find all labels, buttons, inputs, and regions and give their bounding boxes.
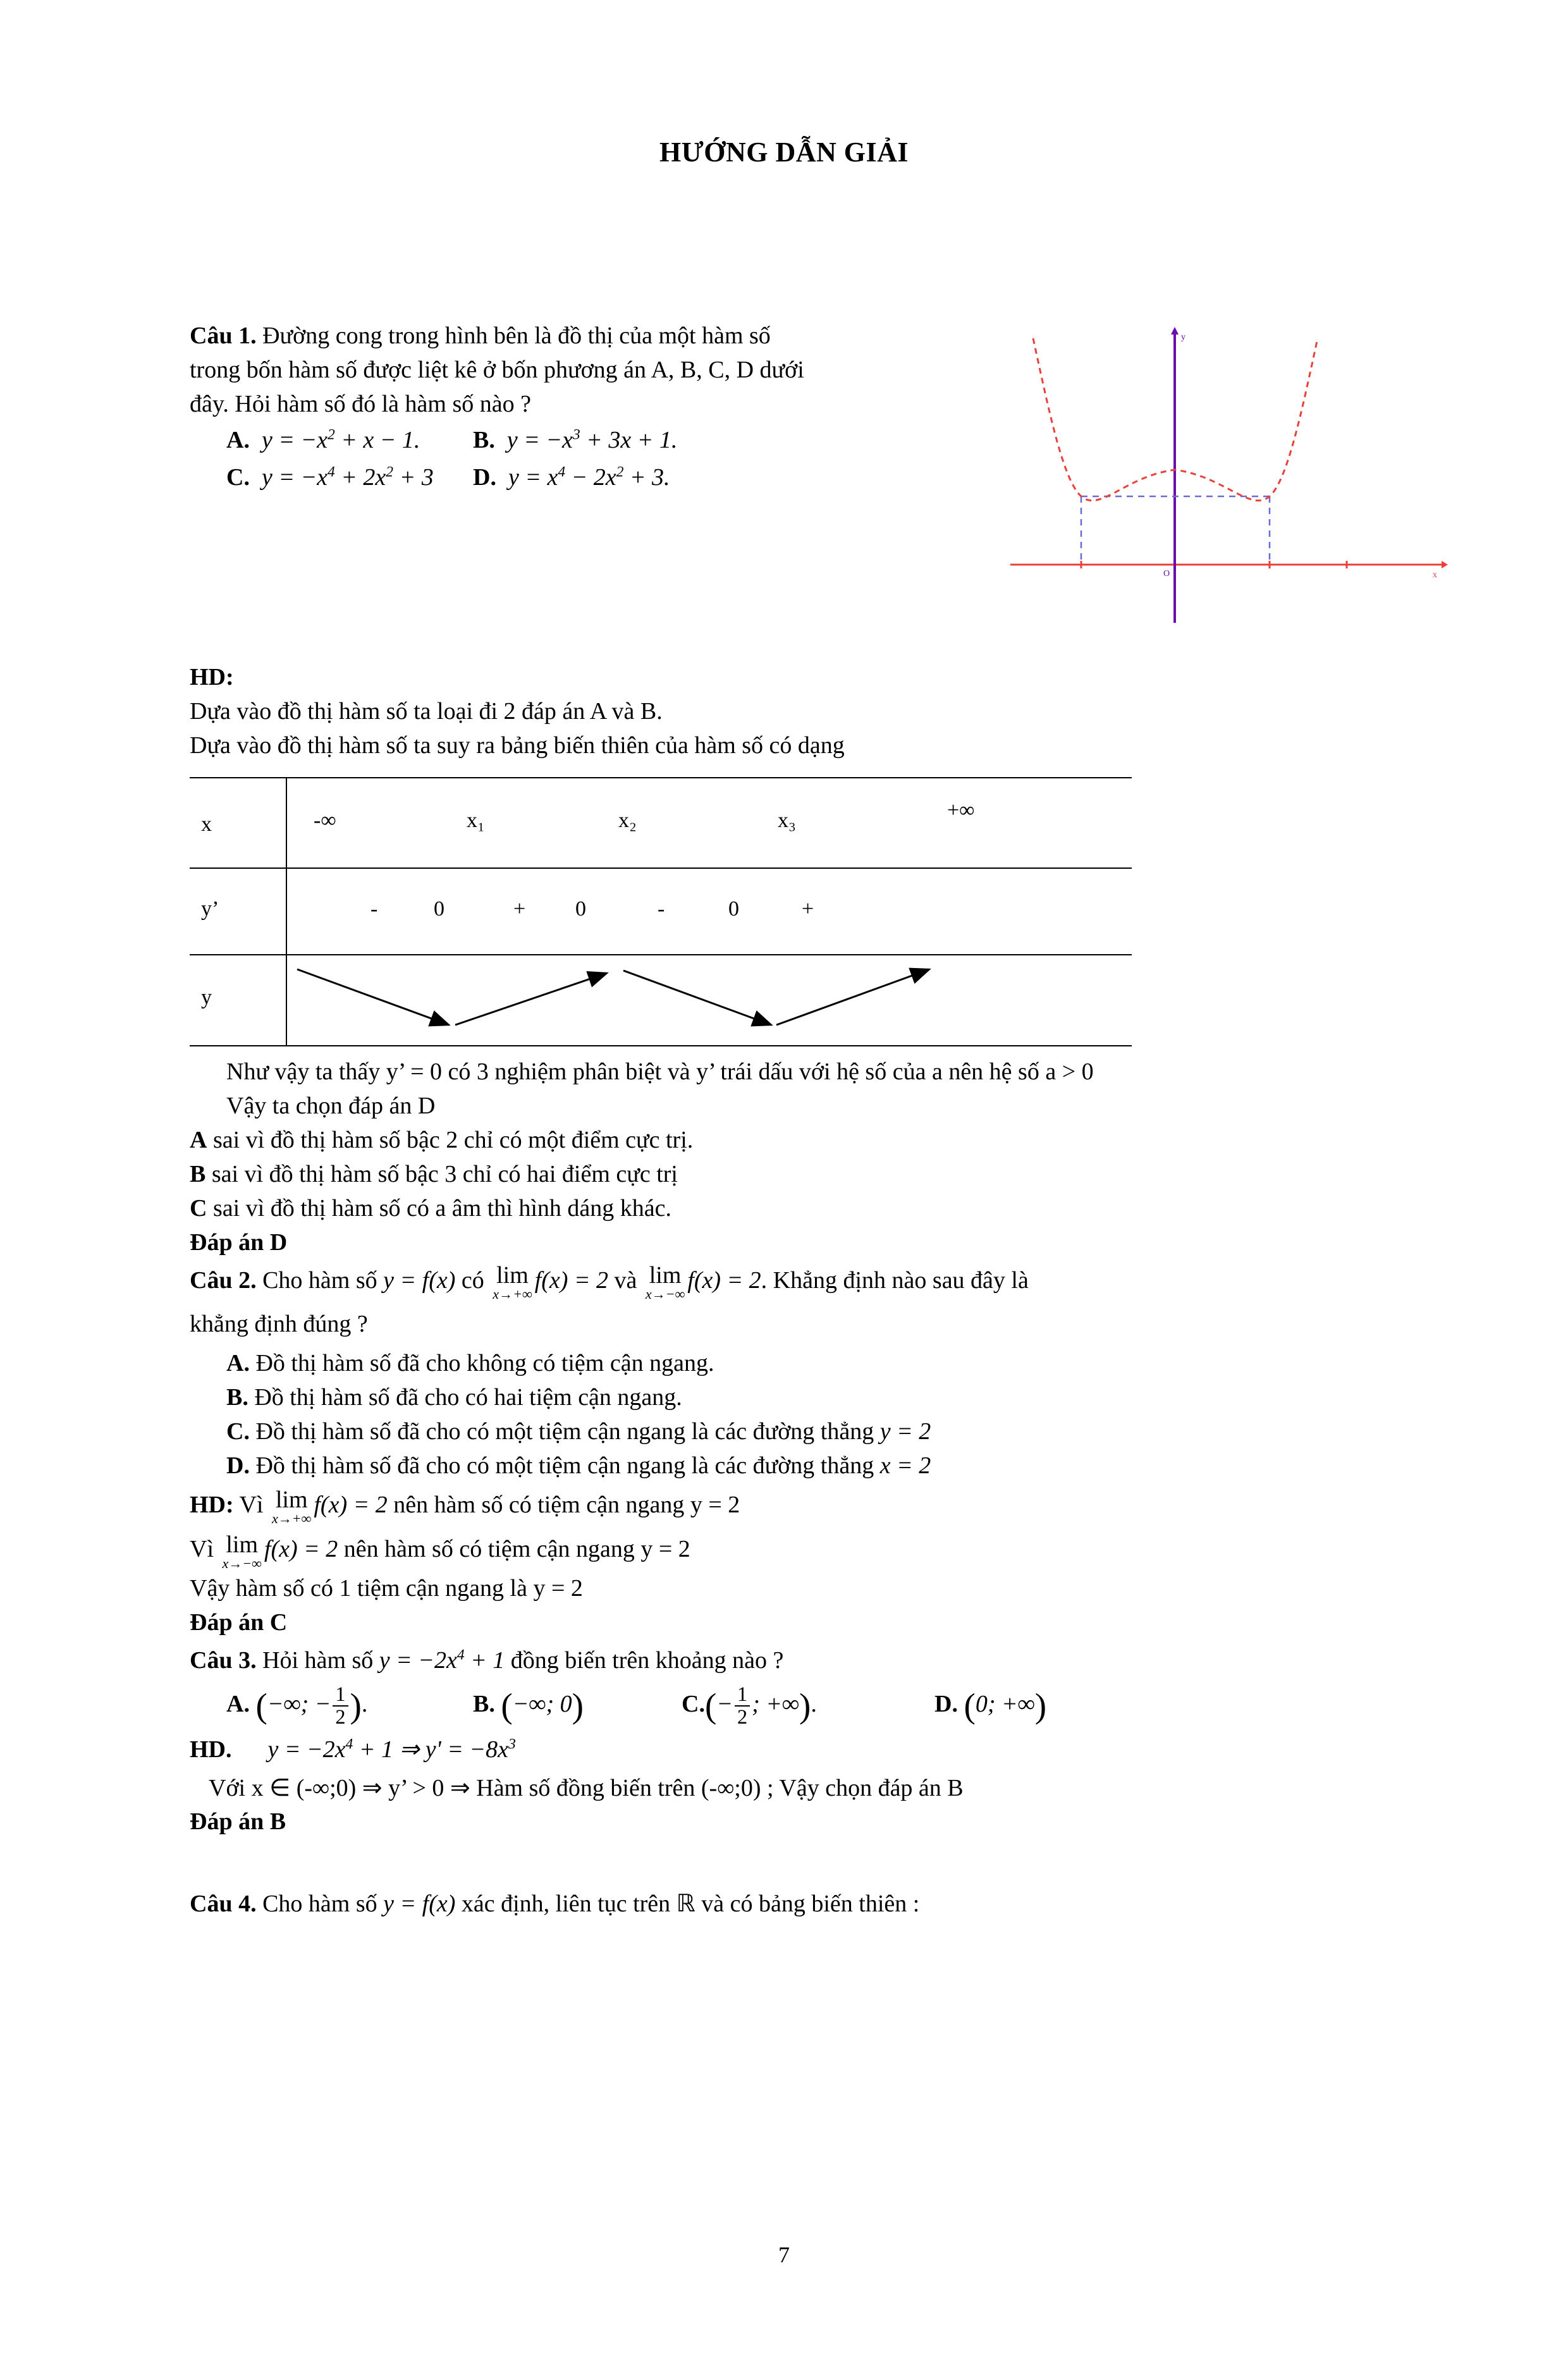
x-axis-arrow xyxy=(1442,561,1448,568)
q2-hd-line-2: Vì lim x→−∞ f(x) = 2 nên hàm số có tiệm cận ngang y = 2 xyxy=(190,1531,690,1571)
q3-option-d[interactable]: D. (0; +∞) xyxy=(934,1686,1047,1726)
q1-answer: Đáp án D xyxy=(190,1229,288,1256)
q2-hd-limit-1: lim x→+∞ xyxy=(271,1487,312,1527)
table-bottom-rule xyxy=(190,1045,1132,1046)
q1-options-row-2 xyxy=(190,459,828,496)
graph-svg xyxy=(1005,326,1448,629)
q1-concl-3-bold: A xyxy=(190,1126,207,1153)
page-title: HƯỚNG DẪN GIẢI xyxy=(659,137,909,168)
q2-hd-line-3: Vậy hàm số có 1 tiệm cận ngang là y = 2 xyxy=(190,1575,583,1602)
q2-option-a[interactable]: A. Đồ thị hàm số đã cho không có tiệm cận ngang. xyxy=(226,1350,714,1377)
q1-concl-4-bold: B xyxy=(190,1160,206,1187)
document-content xyxy=(190,319,1437,1925)
q3-option-a[interactable]: A. (−∞; − $\frac{1}{2}$ ). xyxy=(226,1683,368,1729)
table-sign-0: - xyxy=(371,897,378,921)
q3-options-row xyxy=(190,1681,1378,1728)
q3-answer: Đáp án B xyxy=(190,1808,286,1836)
table-label-x: x xyxy=(201,812,212,836)
q3-option-c[interactable]: C.(− $\frac{1}{2}$ ; +∞). xyxy=(682,1683,817,1729)
q1-stem-line-2: trong bốn hàm số được liệt kê ở bốn phương án A, B, C, D dưới xyxy=(190,356,804,383)
q1-option-a[interactable]: A. $y = -x^2 + x - 1$. xyxy=(226,426,420,453)
q1-option-d[interactable]: D. $y = x^4 - 2x^2 + 3$. xyxy=(473,463,670,491)
q1-label: Câu 1. xyxy=(190,322,257,349)
q1-conclusion-4: B sai vì đồ thị hàm số bậc 3 chỉ có hai điểm cực trị xyxy=(190,1160,678,1187)
table-label-yp: y’ xyxy=(201,897,219,921)
q2-stem-line-2: khẳng định đúng ? xyxy=(190,1310,368,1337)
variation-arrows xyxy=(190,777,1132,1045)
arrow-down-1 xyxy=(297,969,449,1025)
q2-hd-limit-2: lim x→−∞ xyxy=(222,1531,262,1571)
document-page xyxy=(0,136,1568,2354)
q3-label: Câu 3. xyxy=(190,1647,257,1674)
q2-answer: Đáp án C xyxy=(190,1609,288,1636)
q3-hd-line-1: HD. $y = -2x^4 + 1$ ⇒ $y' = -8x^3$ xyxy=(190,1736,516,1763)
q2-label: Câu 2. xyxy=(190,1266,257,1294)
q1-option-b[interactable]: B. $y = -x^3 + 3x + 1$. xyxy=(473,426,678,453)
question-1-block xyxy=(190,319,1437,635)
q2-option-c[interactable]: C. Đồ thị hàm số đã cho có một tiệm cận ngang là các đường thẳng y = 2 xyxy=(226,1418,931,1445)
table-label-y: y xyxy=(201,985,212,1009)
q2-hd-line-1: HD: Vì lim x→+∞ f(x) = 2 nên hàm số có tiệm cận ngang y = 2 xyxy=(190,1487,740,1527)
q2-stem-line-1: Câu 2. Cho hàm số y = f(x) có lim x→+∞ f(x) = 2 và lim x→−∞ f(x) = 2. Khẳng định nào sau đây là xyxy=(190,1261,1029,1302)
q2-option-b[interactable]: B. Đồ thị hàm số đã cho có hai tiệm cận ngang. xyxy=(226,1384,682,1411)
table-sign-6: + xyxy=(802,897,814,921)
arrow-down-2 xyxy=(623,971,771,1025)
origin-label: O xyxy=(1163,569,1170,579)
q4-label: Câu 4. xyxy=(190,1891,257,1918)
q1-stem-line-3: đây. Hỏi hàm số đó là hàm số nào ? xyxy=(190,390,531,417)
q2-option-d[interactable]: D. Đồ thị hàm số đã cho có một tiệm cận ngang là các đường thẳng x = 2 xyxy=(226,1452,931,1479)
table-sign-1: 0 xyxy=(434,897,444,921)
arrow-up-1 xyxy=(455,973,607,1025)
y-axis-label: y xyxy=(1181,333,1185,342)
q1-stem-line-1 xyxy=(190,319,828,353)
quartic-graph-figure xyxy=(1005,326,1448,629)
q4-stem: Câu 4. Cho hàm số y = f(x) xác định, liên tục trên ℝ và có bảng biến thiên : xyxy=(190,1891,920,1918)
table-sign-3: 0 xyxy=(575,897,586,921)
q1-hd-line-2: Dựa vào đồ thị hàm số ta suy ra bảng biến thiên của hàm số có dạng xyxy=(190,732,845,759)
table-sign-5: 0 xyxy=(728,897,739,921)
q1-hd-line-1: Dựa vào đồ thị hàm số ta loại đi 2 đáp án A và B. xyxy=(190,697,663,725)
q4-function: y = f(x) xyxy=(383,1891,456,1918)
y-axis-arrow xyxy=(1171,327,1179,334)
q3-hd-line-2: Với x ∈ (-∞;0) ⇒ y’ > 0 ⇒ Hàm số đồng biến trên (-∞;0) ; Vậy chọn đáp án B xyxy=(209,1774,964,1801)
q3-option-b[interactable]: B. (−∞; 0) xyxy=(473,1686,584,1726)
table-x-value-4: +∞ xyxy=(947,798,975,822)
q2-function: y = f(x) xyxy=(383,1266,456,1294)
variation-table xyxy=(190,777,1265,1055)
q2-limit-1: lim x→+∞ xyxy=(493,1261,532,1302)
q1-conclusion-5: C sai vì đồ thị hàm số có a âm thì hình dáng khác. xyxy=(190,1194,671,1222)
table-sign-2: + xyxy=(513,897,526,921)
page-number: 7 xyxy=(778,2242,790,2267)
x-axis-label: x xyxy=(1433,570,1437,580)
q2-limit-2: lim x→−∞ xyxy=(645,1261,685,1302)
table-x-value-2: x₂ xyxy=(618,808,637,832)
q1-conclusion-2: Vậy ta chọn đáp án D xyxy=(226,1092,436,1119)
q1-hd-label: HD: xyxy=(190,664,234,690)
q1-option-c[interactable]: C. $y = -x^4 + 2x^2 + 3$ xyxy=(226,463,434,491)
table-sign-4: - xyxy=(658,897,665,921)
table-x-value-0: -∞ xyxy=(314,808,336,832)
q3-stem: Câu 3. Hỏi hàm số $y = -2x^4 + 1$ đồng biến trên khoảng nào ? xyxy=(190,1646,784,1674)
table-x-value-1: x₁ xyxy=(467,808,485,832)
q1-stem-1: Đường cong trong hình bên là đồ thị của một hàm số xyxy=(262,322,771,349)
q1-conclusion-1: Như vậy ta thấy y’ = 0 có 3 nghiệm phân biệt và y’ trái dấu với hệ số của a nên hệ số a > 0 xyxy=(226,1058,1094,1085)
question-1-text xyxy=(190,319,828,496)
table-x-value-3: x₃ xyxy=(778,808,796,832)
arrow-up-2 xyxy=(776,969,929,1025)
q1-conclusion-3: A sai vì đồ thị hàm số bậc 2 chỉ có một điểm cực trị. xyxy=(190,1126,694,1153)
q1-options-row-1 xyxy=(190,422,828,459)
q1-concl-5-bold: C xyxy=(190,1194,207,1222)
